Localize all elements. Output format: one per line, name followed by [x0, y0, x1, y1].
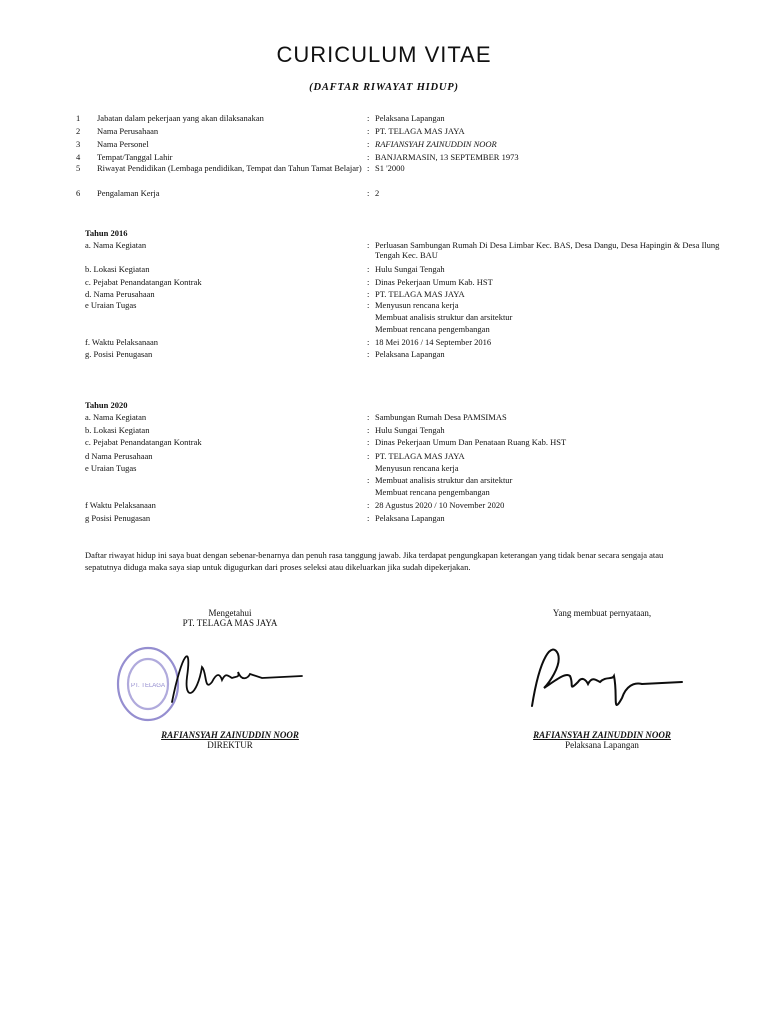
experience-year: Tahun 2020 [85, 400, 128, 410]
signature-caption: Yang membuat pernyataan, [552, 608, 652, 618]
row-label: f Waktu Pelaksanaan [85, 500, 156, 510]
right-signature-footer [512, 730, 692, 750]
row-number: 6 [76, 188, 81, 198]
row-value: Hulu Sungai Tengah [375, 264, 445, 274]
row-label: Jabatan dalam pekerjaan yang akan dilaksanakan [97, 113, 264, 123]
colon: : [367, 337, 370, 347]
row-value: PT. TELAGA MAS JAYA [375, 126, 465, 136]
colon: : [367, 475, 370, 485]
row-value: 18 Mei 2016 / 14 September 2016 [375, 337, 492, 347]
row-label: b. Lokasi Kegiatan [85, 425, 150, 435]
row-value: 28 Agustus 2020 / 10 November 2020 [375, 500, 505, 510]
document-title: CURICULUM VITAE [276, 42, 492, 67]
row-value: BANJARMASIN, 13 SEPTEMBER 1973 [375, 152, 519, 162]
row-number: 1 [76, 113, 81, 123]
right-signature-stroke [532, 650, 682, 706]
row-number: 4 [76, 152, 81, 162]
colon: : [367, 349, 370, 359]
colon: : [367, 126, 370, 136]
row-label: c. Pejabat Penandatangan Kontrak [85, 277, 202, 287]
row-label: a. Nama Kegiatan [85, 240, 147, 250]
row-value: PT. TELAGA MAS JAYA [375, 451, 465, 461]
colon: : [367, 113, 370, 123]
colon: : [367, 277, 370, 287]
signer-name: RAFIANSYAH ZAINUDDIN NOOR [161, 730, 299, 740]
colon: : [367, 412, 370, 422]
left-signature-footer [140, 730, 320, 750]
right-signature-graphic [522, 636, 692, 726]
row-value: Menyusun rencana kerja [375, 463, 459, 473]
row-value: Menyusun rencana kerja [375, 300, 459, 310]
document-subtitle: (DAFTAR RIWAYAT HIDUP) [309, 82, 459, 93]
colon: : [367, 425, 370, 435]
colon: : [367, 513, 370, 523]
row-label: Tempat/Tanggal Lahir [97, 152, 173, 162]
row-value: RAFIANSYAH ZAINUDDIN NOOR [375, 139, 497, 149]
row-label: a. Nama Kegiatan [85, 412, 147, 422]
experience-year: Tahun 2016 [85, 228, 128, 238]
row-label: e Uraian Tugas [85, 300, 137, 310]
row-value: Membuat rencana pengembangan [375, 324, 490, 334]
row-value: Pelaksana Lapangan [375, 113, 445, 123]
row-label: g. Posisi Penugasan [85, 349, 153, 359]
colon: : [367, 289, 370, 299]
right-signature-header [512, 608, 692, 618]
stamp-text: PT. TELAGA [131, 683, 165, 689]
stamp-signature-graphic [112, 642, 312, 722]
colon: : [367, 188, 370, 198]
colon: : [367, 152, 370, 162]
colon: : [367, 500, 370, 510]
signer-role: DIREKTUR [207, 740, 253, 750]
row-value: Membuat analisis struktur dan arsitektur [375, 312, 513, 322]
colon: : [367, 163, 370, 173]
left-signature-stroke [172, 656, 302, 702]
signature-caption: Mengetahui [208, 608, 252, 618]
row-value: Dinas Pekerjaan Umum Kab. HST [375, 277, 493, 287]
row-value: Sambungan Rumah Desa PAMSIMAS [375, 412, 507, 422]
row-label: e Uraian Tugas [85, 463, 137, 473]
row-label: c. Pejabat Penandatangan Kontrak [85, 437, 202, 447]
colon: : [367, 300, 370, 310]
colon: : [367, 264, 370, 274]
colon: : [367, 451, 370, 461]
row-number: 5 [76, 163, 81, 173]
row-label: Pengalaman Kerja [97, 188, 160, 198]
row-value: Perluasan Sambungan Rumah Di Desa Limbar Kec. BAS, Desa Dangu, Desa Hapingin & Desa Ilung Tengah Kec. BAU [375, 240, 720, 260]
row-value: PT. TELAGA MAS JAYA [375, 289, 465, 299]
left-signature-header [140, 608, 320, 628]
row-label: d Nama Perusahaan [85, 451, 153, 461]
row-value: Hulu Sungai Tengah [375, 425, 445, 435]
row-value: Pelaksana Lapangan [375, 349, 445, 359]
row-value: Pelaksana Lapangan [375, 513, 445, 523]
closing-statement: Daftar riwayat hidup ini saya buat dengan sebenar-benarnya dan penuh rasa tanggung jawab. Jika terdapat pengungkapan keterangan yang tidak benar secara sengaja atau sepatutnya diduga maka saya siap untuk digugurkan dari proses seleksi atau dikeluarkan jika sudah dipekerjakan. [85, 550, 664, 572]
row-label: Nama Perusahaan [97, 126, 159, 136]
row-label: d. Nama Perusahaan [85, 289, 155, 299]
row-label: Riwayat Pendidikan (Lembaga pendidikan, Tempat dan Tahun Tamat Belajar) [97, 163, 362, 173]
row-number: 3 [76, 139, 81, 149]
row-value: Dinas Pekerjaan Umum Dan Penataan Ruang Kab. HST [375, 437, 567, 447]
right-signature [522, 636, 692, 726]
row-label: b. Lokasi Kegiatan [85, 264, 150, 274]
row-label: f. Waktu Pelaksanaan [85, 337, 159, 347]
row-value: Membuat analisis struktur dan arsitektur [375, 475, 513, 485]
company-stamp [112, 642, 312, 722]
row-value: Membuat rencana pengembangan [375, 487, 490, 497]
row-value: 2 [375, 188, 380, 198]
row-value: S1 '2000 [375, 163, 405, 173]
signature-company: PT. TELAGA MAS JAYA [182, 618, 278, 628]
signer-role: Pelaksana Lapangan [565, 740, 639, 750]
row-label: g Posisi Penugasan [85, 513, 151, 523]
row-number: 2 [76, 126, 81, 136]
signer-name: RAFIANSYAH ZAINUDDIN NOOR [533, 730, 671, 740]
colon: : [367, 437, 370, 447]
colon: : [367, 240, 370, 250]
row-label: Nama Personel [97, 139, 149, 149]
colon: : [367, 139, 370, 149]
